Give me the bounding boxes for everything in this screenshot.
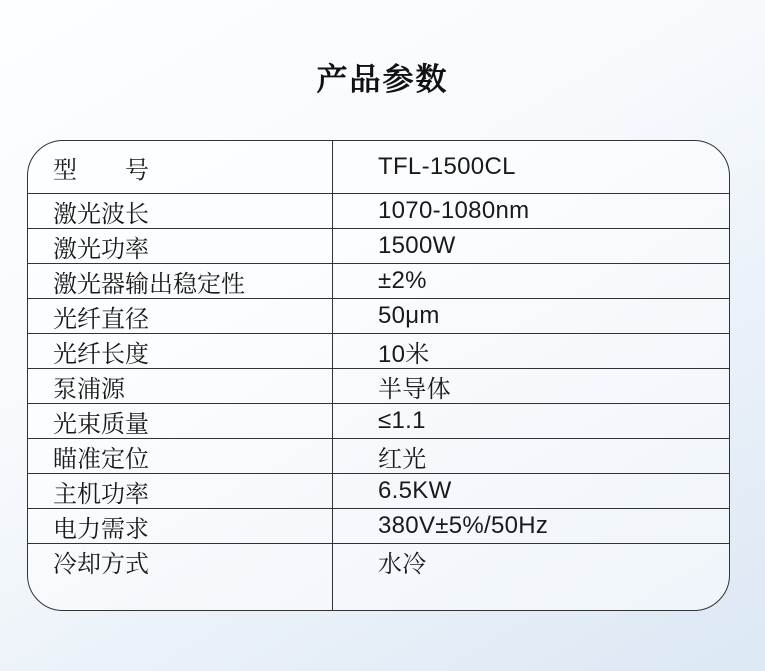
spec-table — [27, 140, 730, 611]
table-row — [28, 474, 729, 509]
spec-value-cell: 6.5KW — [378, 477, 452, 504]
table-row — [28, 544, 729, 579]
spec-value-cell: 水冷 — [378, 551, 427, 578]
spec-label-cell: 激光器输出稳定性 — [53, 270, 245, 298]
spec-value-cell: 红光 — [378, 445, 427, 473]
spec-label-cell: 光纤长度 — [53, 340, 149, 368]
spec-value-cell: 1070-1080nm — [378, 197, 530, 224]
spec-label-cell: 激光功率 — [53, 235, 149, 263]
table-row — [28, 509, 729, 544]
spec-value-cell: 50μm — [378, 302, 440, 329]
spec-label-cell: 光束质量 — [53, 410, 149, 438]
spec-value-cell: 半导体 — [378, 375, 451, 403]
spec-value-cell: 1500W — [378, 232, 456, 259]
spec-label-cell: 光纤直径 — [53, 305, 149, 333]
table-row — [28, 369, 729, 404]
page-title: 产品参数 — [316, 62, 449, 97]
spec-value-cell: TFL-1500CL — [378, 153, 516, 180]
spec-label-cell: 主机功率 — [53, 480, 149, 508]
spec-label-cell: 激光波长 — [53, 200, 149, 228]
table-row — [28, 194, 729, 229]
table-row — [28, 141, 729, 194]
spec-label-cell: 电力需求 — [53, 515, 149, 543]
spec-label-cell: 瞄准定位 — [53, 445, 149, 473]
spec-value-cell: 380V±5%/50Hz — [378, 512, 549, 539]
table-row — [28, 334, 729, 369]
spec-rows — [28, 141, 729, 579]
spec-label-cell: 冷却方式 — [53, 551, 149, 578]
spec-value-cell: ≤1.1 — [378, 407, 426, 434]
spec-label-cell: 型 号 — [53, 156, 149, 184]
table-row — [28, 264, 729, 299]
table-row — [28, 229, 729, 264]
spec-value-cell: 10米 — [378, 340, 430, 368]
table-row — [28, 299, 729, 334]
column-divider — [332, 141, 333, 610]
table-row — [28, 404, 729, 439]
spec-label-cell: 泵浦源 — [53, 375, 125, 403]
table-row — [28, 439, 729, 474]
spec-value-cell: ±2% — [378, 267, 427, 294]
